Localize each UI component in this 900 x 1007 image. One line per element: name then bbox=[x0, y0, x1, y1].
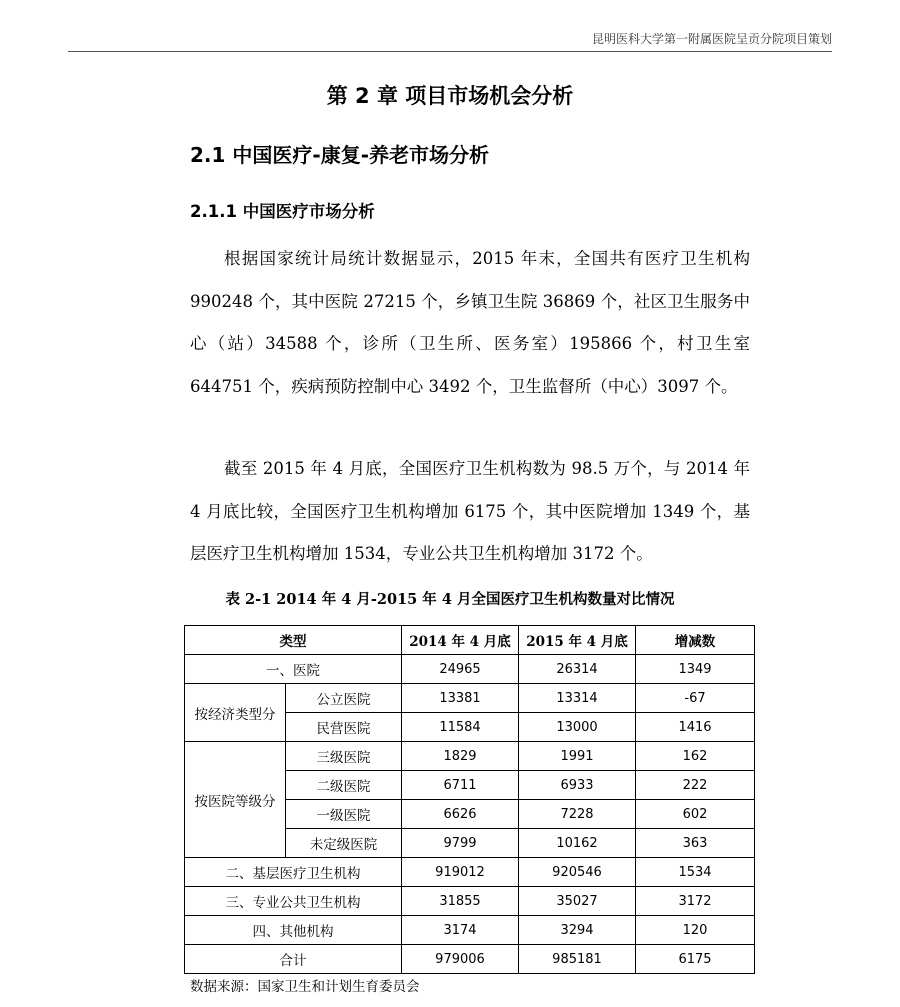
body-paragraph: 截至 2015 年 4 月底，全国医疗卫生机构数为 98.5 万个，与 2014 年 4 月底比较，全国医疗卫生机构增加 6175 个，其中医院增加 1349 个，基层医疗卫生机构增加 1534，专业公共卫生机构增加 3172 个。 bbox=[190, 459, 750, 563]
table-row bbox=[185, 858, 755, 887]
cell-2015: 7228 bbox=[519, 800, 636, 829]
cell-2014: 979006 bbox=[402, 945, 519, 974]
cell-2014: 11584 bbox=[402, 713, 519, 742]
row-label: 民营医院 bbox=[286, 713, 402, 742]
institution-count-table bbox=[184, 625, 755, 974]
cell-diff: 222 bbox=[636, 771, 755, 800]
source-note: 数据来源：国家卫生和计划生育委员会 bbox=[190, 979, 420, 995]
cell-diff: -67 bbox=[636, 684, 755, 713]
row-label: 二级医院 bbox=[286, 771, 402, 800]
table-header-cell: 类型 bbox=[185, 626, 402, 655]
row-label: 二、基层医疗卫生机构 bbox=[185, 858, 402, 887]
row-label: 一、医院 bbox=[185, 655, 402, 684]
cell-2014: 919012 bbox=[402, 858, 519, 887]
table-row bbox=[185, 742, 755, 771]
table-header-cell: 增减数 bbox=[636, 626, 755, 655]
row-label: 合计 bbox=[185, 945, 402, 974]
cell-2014: 1829 bbox=[402, 742, 519, 771]
cell-diff: 602 bbox=[636, 800, 755, 829]
cell-diff: 1349 bbox=[636, 655, 755, 684]
cell-diff: 363 bbox=[636, 829, 755, 858]
subsection-title: 2.1.1 中国医疗市场分析 bbox=[190, 202, 375, 221]
cell-2015: 3294 bbox=[519, 916, 636, 945]
cell-2014: 31855 bbox=[402, 887, 519, 916]
cell-2014: 9799 bbox=[402, 829, 519, 858]
table-header-row bbox=[185, 626, 755, 655]
table-header-cell: 2014 年 4 月底 bbox=[402, 626, 519, 655]
cell-diff: 1534 bbox=[636, 858, 755, 887]
cell-2015: 13314 bbox=[519, 684, 636, 713]
cell-diff: 3172 bbox=[636, 887, 755, 916]
table-row bbox=[185, 655, 755, 684]
row-label: 三级医院 bbox=[286, 742, 402, 771]
body-paragraph: 根据国家统计局统计数据显示，2015 年末，全国共有医疗卫生机构 990248 个，其中医院 27215 个，乡镇卫生院 36869 个，社区卫生服务中心（站）34588 个，诊所（卫生所、医务室）195866 个，村卫生室 644751 个，疾病预防控制中心 3492 个，卫生监督所（中心）3097 个。 bbox=[190, 249, 750, 396]
row-label: 三、专业公共卫生机构 bbox=[185, 887, 402, 916]
cell-diff: 1416 bbox=[636, 713, 755, 742]
table-row bbox=[185, 916, 755, 945]
row-label: 四、其他机构 bbox=[185, 916, 402, 945]
cell-2015: 6933 bbox=[519, 771, 636, 800]
table-total-row bbox=[185, 945, 755, 974]
cell-2014: 6711 bbox=[402, 771, 519, 800]
cell-diff: 162 bbox=[636, 742, 755, 771]
cell-2014: 3174 bbox=[402, 916, 519, 945]
cell-diff: 120 bbox=[636, 916, 755, 945]
header-divider bbox=[68, 51, 832, 52]
cell-2015: 985181 bbox=[519, 945, 636, 974]
cell-2015: 13000 bbox=[519, 713, 636, 742]
cell-2014: 6626 bbox=[402, 800, 519, 829]
cell-2015: 1991 bbox=[519, 742, 636, 771]
section-title: 2.1 中国医疗-康复-养老市场分析 bbox=[190, 143, 489, 167]
cell-2015: 26314 bbox=[519, 655, 636, 684]
row-label: 公立医院 bbox=[286, 684, 402, 713]
cell-2015: 10162 bbox=[519, 829, 636, 858]
running-header: 昆明医科大学第一附属医院呈贡分院项目策划 bbox=[591, 32, 832, 46]
table-row bbox=[185, 887, 755, 916]
cell-2015: 920546 bbox=[519, 858, 636, 887]
cell-diff: 6175 bbox=[636, 945, 755, 974]
cell-2014: 13381 bbox=[402, 684, 519, 713]
group-label: 按经济类型分 bbox=[185, 684, 286, 742]
row-label: 未定级医院 bbox=[286, 829, 402, 858]
chapter-title: 第 2 章 项目市场机会分析 bbox=[326, 84, 574, 108]
cell-2014: 24965 bbox=[402, 655, 519, 684]
group-label: 按医院等级分 bbox=[185, 742, 286, 858]
row-label: 一级医院 bbox=[286, 800, 402, 829]
table-row bbox=[185, 684, 755, 713]
table-header-cell: 2015 年 4 月底 bbox=[519, 626, 636, 655]
cell-2015: 35027 bbox=[519, 887, 636, 916]
table-caption: 表 2-1 2014 年 4 月-2015 年 4 月全国医疗卫生机构数量对比情况 bbox=[225, 591, 675, 608]
